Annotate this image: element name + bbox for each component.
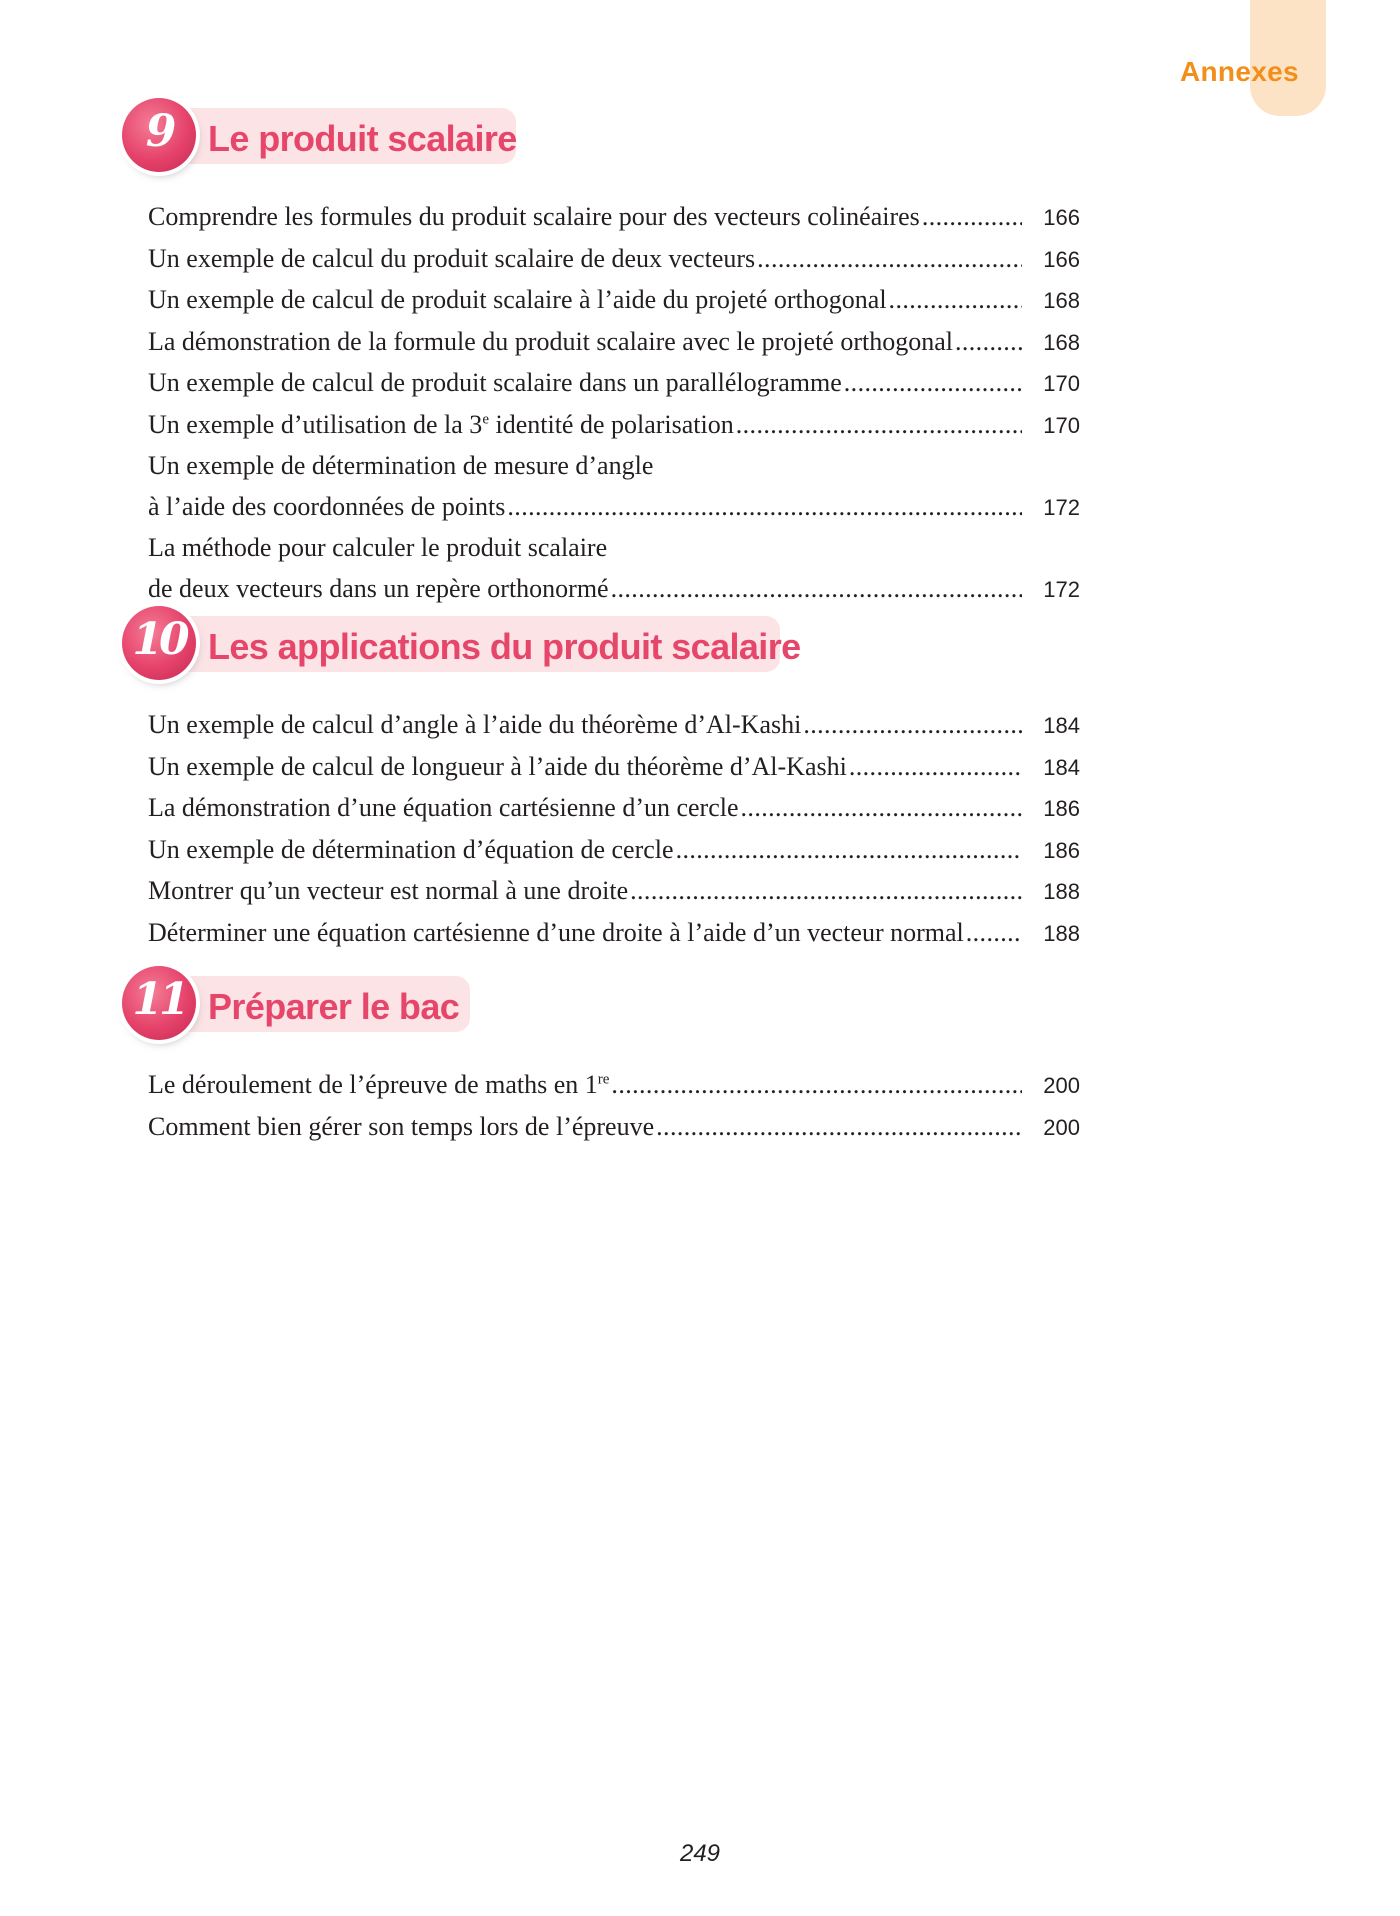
entry-page: 166: [1043, 205, 1080, 230]
entry-text: Un exemple de calcul d’angle à l’aide du théorème d’Al-Kashi: [148, 710, 802, 739]
chapter-heading: [0, 98, 1400, 178]
entry-text: Déterminer une équation cartésienne d’une droite à l’aide d’un vecteur normal: [148, 917, 964, 947]
entry-text-after: identité de polarisation: [488, 409, 734, 439]
entry-page: 170: [1043, 412, 1080, 438]
entry-superscript: e: [482, 410, 489, 427]
entry-text: [148, 1065, 609, 1106]
entry-text: Un exemple de calcul de produit scalaire à l’aide du projeté orthogonal: [148, 285, 887, 314]
chapter-number-badge: [122, 606, 196, 680]
toc-entry[interactable]: [148, 1065, 1080, 1107]
toc-entry[interactable]: [148, 913, 1080, 955]
dot-leader: [741, 788, 1022, 829]
entry-page: 172: [1043, 576, 1080, 602]
dot-leader: [630, 871, 1022, 912]
entry-text-line1: La méthode pour calculer le produit scalaire: [148, 533, 608, 562]
entry-text: Un exemple de détermination d’équation de cercle: [148, 834, 674, 864]
chapter-number: 10: [132, 614, 186, 665]
chapter-number: 9: [145, 106, 173, 157]
entry-text: Comprendre les formules du produit scalaire pour des vecteurs colinéaires: [148, 202, 920, 231]
chapter-number: 11: [132, 974, 186, 1025]
entry-text: de deux vecteurs dans un repère orthonormé: [148, 573, 609, 603]
entry-page: 168: [1043, 288, 1080, 313]
toc-entry[interactable]: [148, 405, 1080, 447]
entry-page: 172: [1043, 494, 1080, 520]
toc-entry[interactable]: [148, 528, 1080, 610]
chapter-heading: [0, 606, 1400, 686]
running-header: Annexes: [1180, 56, 1299, 87]
toc-entry[interactable]: [148, 747, 1080, 789]
toc-entry[interactable]: [148, 239, 1080, 281]
entry-superscript: re: [597, 1071, 610, 1088]
dot-leader: [922, 197, 1022, 238]
entry-text: La démonstration d’une équation cartésienne d’un cercle: [148, 793, 739, 822]
dot-leader: [611, 1065, 1022, 1106]
dot-leader: [966, 913, 1022, 954]
entry-text-line1: Un exemple de détermination de mesure d’angle: [148, 451, 654, 480]
dot-leader: [889, 280, 1022, 321]
toc-entry[interactable]: [148, 788, 1080, 830]
dot-leader: [803, 705, 1022, 746]
dot-leader: [656, 1107, 1022, 1148]
toc-entry[interactable]: [148, 322, 1080, 364]
dot-leader: [676, 830, 1022, 871]
entry-page: 184: [1043, 754, 1080, 780]
toc-entry[interactable]: [148, 705, 1080, 747]
toc-entry[interactable]: [148, 1107, 1080, 1149]
chapter-title: Les applications du produit scalaire: [208, 626, 801, 667]
dot-leader: [849, 747, 1022, 788]
toc-entry[interactable]: [148, 871, 1080, 913]
entry-page: 200: [1043, 1073, 1080, 1098]
entry-text: Un exemple de calcul de produit scalaire dans un parallélogramme: [148, 368, 842, 397]
chapter-title: Préparer le bac: [208, 986, 460, 1027]
toc-entries: [148, 1065, 1080, 1148]
entry-text: Un exemple de calcul du produit scalaire de deux vecteurs: [148, 243, 756, 273]
chapter-number-badge: [122, 98, 196, 172]
dot-leader: [757, 239, 1022, 280]
entry-page: 184: [1043, 713, 1080, 738]
toc-entries: [148, 705, 1080, 954]
toc-entry[interactable]: [148, 280, 1080, 322]
entry-page: 188: [1043, 920, 1080, 946]
entry-page: 186: [1043, 796, 1080, 821]
entry-page: 186: [1043, 837, 1080, 863]
chapter-10: [0, 606, 1400, 947]
dot-leader: [611, 569, 1022, 610]
dot-leader: [844, 363, 1022, 404]
page-number: 249: [679, 1840, 721, 1867]
dot-leader: [736, 405, 1022, 446]
entry-text: Un exemple de calcul de longueur à l’aide du théorème d’Al-Kashi: [148, 751, 847, 781]
toc-entries: [148, 197, 1080, 610]
chapter-9: [0, 98, 1400, 603]
entry-text: Montrer qu’un vecteur est normal à une droite: [148, 876, 629, 905]
entry-text-before: Un exemple d’utilisation de la 3: [148, 409, 483, 439]
entry-page: 168: [1043, 329, 1080, 355]
entry-text-before: Le déroulement de l’épreuve de maths en 1: [148, 1070, 598, 1099]
toc-entry[interactable]: [148, 830, 1080, 872]
entry-text: à l’aide des coordonnées de points: [148, 491, 506, 521]
entry-text: Comment bien gérer son temps lors de l’épreuve: [148, 1111, 655, 1141]
toc-entry[interactable]: [148, 446, 1080, 528]
entry-text: La démonstration de la formule du produit scalaire avec le projeté orthogonal: [148, 326, 953, 356]
chapter-11: [0, 966, 1400, 1141]
dot-leader: [955, 322, 1022, 363]
chapter-number-badge: [122, 966, 196, 1040]
entry-page: 200: [1043, 1114, 1080, 1140]
toc-entry[interactable]: [148, 197, 1080, 239]
entry-page: 170: [1043, 371, 1080, 396]
entry-page: 188: [1043, 879, 1080, 904]
entry-text: [148, 405, 734, 446]
chapter-heading: [0, 966, 1400, 1046]
toc-entry[interactable]: [148, 363, 1080, 405]
dot-leader: [507, 487, 1022, 528]
chapter-title: Le produit scalaire: [208, 118, 517, 159]
entry-page: 166: [1043, 246, 1080, 272]
